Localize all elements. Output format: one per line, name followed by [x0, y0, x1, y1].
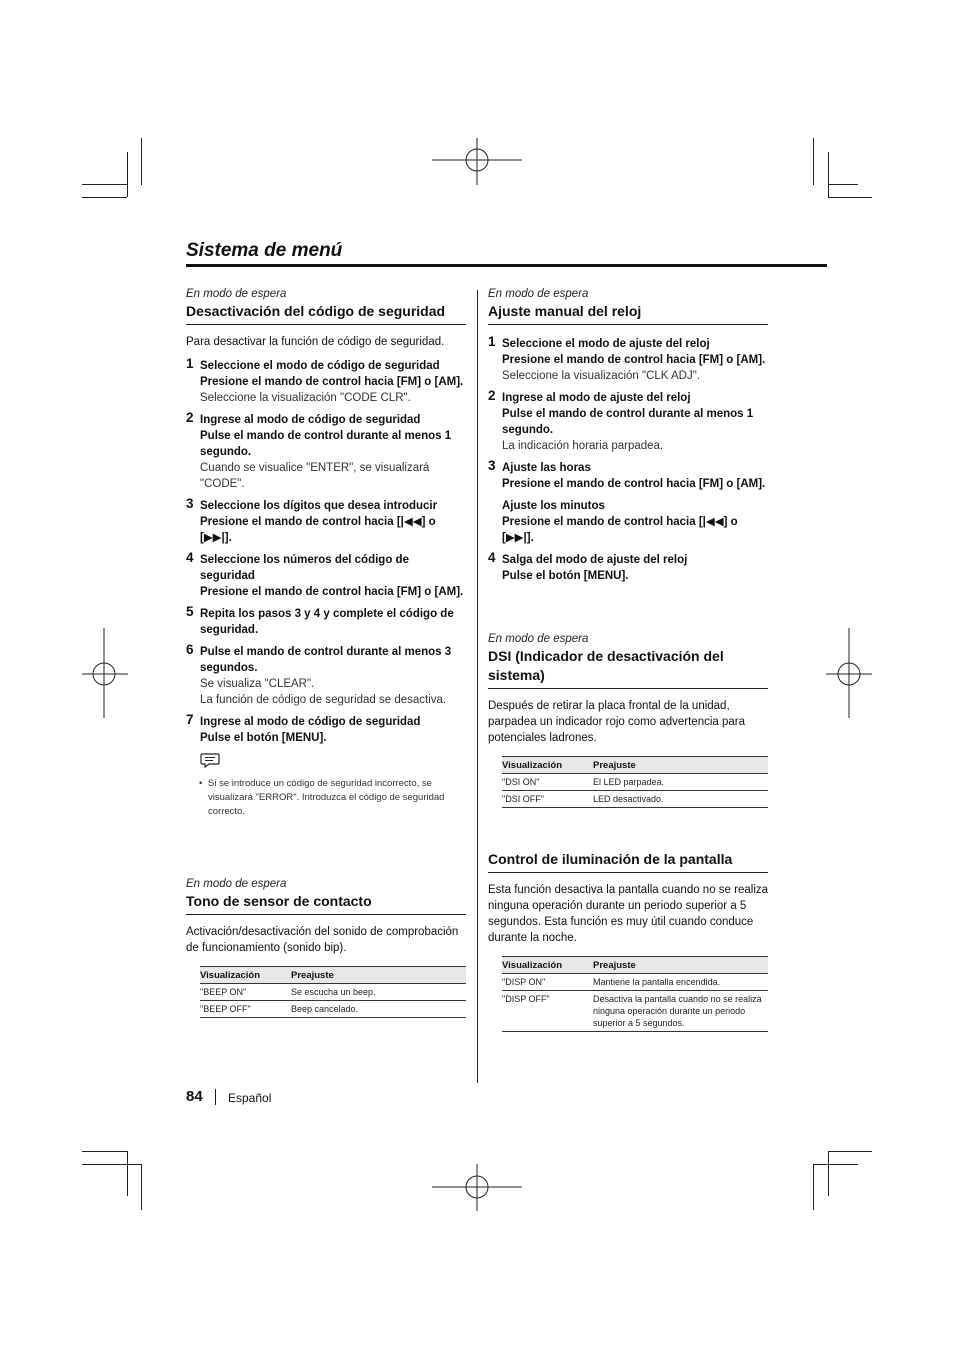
- note-icon: [200, 752, 220, 768]
- step: 7 Ingrese al modo de código de seguridad Pulse el botón [MENU].: [186, 712, 421, 744]
- title-rule: [186, 264, 827, 267]
- section-intro: Para desactivar la función de código de seguridad.: [186, 336, 445, 348]
- table-row: "DISP ON" Mantiene la pantalla encendida.: [502, 974, 768, 991]
- section-intro: Después de retirar la placa frontal de la unidad, parpadea un indicador rojo como advertencia para potenciales ladrones.: [488, 700, 745, 744]
- page-number: 84: [186, 1088, 203, 1105]
- settings-table: Visualización Preajuste "BEEP ON" Se escucha un beep. "BEEP OFF" Beep cancelado.: [200, 966, 466, 1018]
- section-intro: Esta función desactiva la pantalla cuando no se realiza ninguna operación durante un periodo superior a 5 segundos. Esta función es muy útil cuando conduce durante la noche.: [488, 884, 769, 944]
- footer-language: Español: [228, 1091, 272, 1105]
- step: 4 Salga del modo de ajuste del reloj Pulse el botón [MENU].: [488, 550, 688, 582]
- section-title: Desactivación del código de seguridad: [186, 302, 466, 325]
- step: 2 Ingrese al modo de ajuste del reloj Pulse el mando de control durante al menos 1 segundo. La indicación horaria parpadea.: [488, 388, 754, 452]
- step: 3 Seleccione los dígitos que desea introducir Presione el mando de control hacia [|◀◀] o [▶▶|].: [186, 496, 438, 544]
- registration-mark-top: [432, 138, 524, 186]
- step: 5 Repita los pasos 3 y 4 y complete el código de seguridad.: [186, 604, 454, 636]
- step: 1 Seleccione el modo de ajuste del reloj Presione el mando de control hacia [FM] o [AM]. Seleccione la visualización "CLK ADJ".: [488, 334, 766, 382]
- mode-label: En modo de espera: [488, 288, 589, 300]
- table-row: "BEEP OFF" Beep cancelado.: [200, 1001, 466, 1018]
- table-row: "BEEP ON" Se escucha un beep.: [200, 984, 466, 1001]
- section-title: Ajuste manual del reloj: [488, 302, 768, 325]
- section-title: Control de iluminación de la pantalla: [488, 850, 768, 873]
- section-security-code: [186, 287, 466, 819]
- registration-mark-left: [82, 628, 130, 720]
- settings-table: Visualización Preajuste "DSI ON" El LED parpadea. "DSI OFF" LED desactivado.: [502, 756, 768, 808]
- step: 1 Seleccione el modo de código de seguridad Presione el mando de control hacia [FM] o [AM]. Seleccione la visualización "CODE CLR".: [186, 356, 464, 404]
- section-title: DSI (Indicador de desactivación del sistema): [488, 647, 768, 689]
- registration-mark-bottom: [432, 1164, 524, 1212]
- table-row: "DSI OFF" LED desactivado.: [502, 791, 768, 808]
- section-clock-adjust: [488, 287, 768, 584]
- section-intro: Activación/desactivación del sonido de comprobación de funcionamiento (sonido bip).: [186, 926, 459, 954]
- step: 6 Pulse el mando de control durante al menos 3 segundos. Se visualiza "CLEAR". La función de código de seguridad se desactiva.: [186, 642, 452, 706]
- step: 2 Ingrese al modo de código de seguridad Pulse el mando de control durante al menos 1 segundo. Cuando se visualice "ENTER", se visualizará "CODE".: [186, 410, 452, 490]
- table-row: "DISP OFF" Desactiva la pantalla cuando no se realiza ninguna operación durante un periodo superior a 5 segundos.: [502, 991, 768, 1032]
- section-dsi: [488, 632, 768, 808]
- section-title: Tono de sensor de contacto: [186, 892, 466, 915]
- step: 3 Ajuste las horas Presione el mando de control hacia [FM] o [AM]. Ajuste los minutos Presione el mando de control hacia [|◀◀] o [▶▶|].: [488, 458, 766, 544]
- mode-label: En modo de espera: [186, 288, 287, 300]
- step: 4 Seleccione los números del código de seguridad Presione el mando de control hacia [FM] o [AM].: [186, 550, 464, 598]
- column-divider: [477, 290, 478, 1083]
- note-text: • Si se introduce un código de seguridad incorrecto, se visualizará "ERROR". Introduzca el código de seguridad correcto.: [199, 778, 445, 817]
- page-title: Sistema de menú: [186, 240, 343, 261]
- registration-mark-right: [826, 628, 874, 720]
- footer-separator: [215, 1089, 216, 1105]
- mode-label: En modo de espera: [186, 878, 287, 890]
- section-touch-tone: [186, 877, 466, 1018]
- mode-label: En modo de espera: [488, 633, 589, 645]
- table-row: "DSI ON" El LED parpadea.: [502, 774, 768, 791]
- settings-table: Visualización Preajuste "DISP ON" Mantiene la pantalla encendida. "DISP OFF" Desactiva la pantalla cuando no se realiza ninguna operación durante un periodo superior a 5 segundos.: [502, 956, 768, 1032]
- section-display-control: [488, 850, 768, 1032]
